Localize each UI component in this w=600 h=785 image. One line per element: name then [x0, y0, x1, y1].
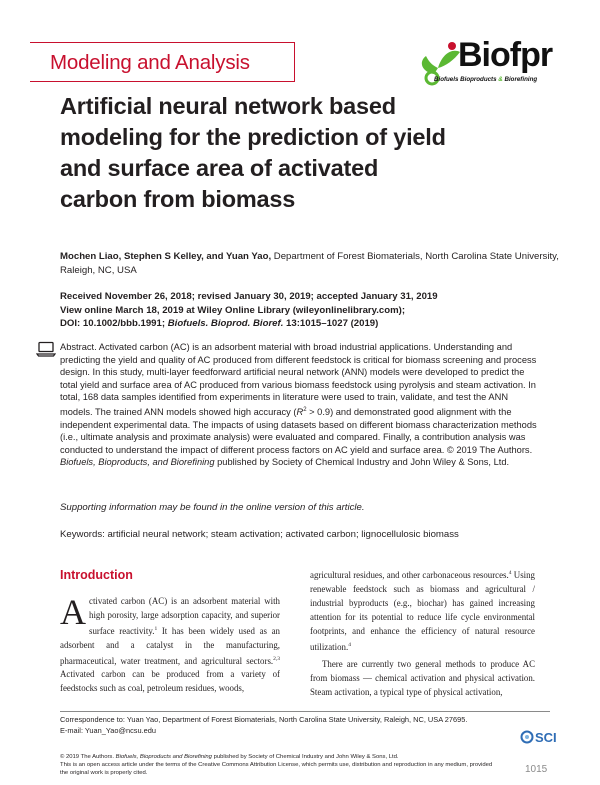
sci-logo-icon	[520, 727, 570, 747]
correspondence-block	[60, 714, 510, 736]
author-names: Mochen Liao, Stephen S Kelley, and Yuan Yao,	[60, 251, 272, 262]
intro-column-1: Activated carbon (AC) is an adsorbent material with high porosity, large adsorption capacity, and superior surface reactivity.$^1$ It has been widely used as an adsorbent and a catalyst in the manufacturing, pharmaceutical, water treatment, and agricultural sectors.$^{2,3}$ Activated carbon can be produced from a variety of feedstocks such as coal, petroleum residues, woods,	[60, 592, 280, 694]
footnote-ref[interactable]: 4	[348, 641, 351, 648]
svg-text:SCI: SCI	[535, 730, 557, 745]
publication-dates	[60, 290, 560, 331]
correspondence-line: Correspondence to: Yuan Yao, Department of Forest Biomaterials, North Carolina State University, Raleigh, NC, USA 27695.	[60, 715, 468, 724]
article-title: Artificial neural network based modeling for the prediction of yield and surface area of activated carbon from biomass	[60, 93, 446, 212]
logo-subtitle: Biofuels Bioproducts & Biorefining	[434, 76, 538, 83]
supporting-info-note: Supporting information may be found in the online version of this article.	[60, 502, 365, 513]
logo-wordmark: Biofpr	[458, 36, 553, 74]
footnote-ref[interactable]: 4	[508, 570, 512, 576]
section-label: Modeling and Analysis	[50, 51, 250, 74]
laptop-icon	[36, 341, 56, 357]
keywords: Keywords: artificial neural network; steam activation; activated carbon; lignocellulosic biomass	[60, 529, 459, 540]
online-line: View online March 18, 2019 at Wiley Online Library (wileyonlinelibrary.com);	[60, 304, 406, 316]
email-line[interactable]: E-mail: Yuan_Yao@ncsu.edu	[60, 726, 156, 735]
drop-cap: A	[60, 592, 86, 632]
author-block	[60, 250, 560, 278]
copyright-notice: © 2019 The Authors. Biofuels, Bioproducts and Biorefining published by Society of Chemical Industry and John Wiley & Sons, Ltd. This is an open access article under the terms of the Creative Commons Attribution License, which permits use, distribution and reproduction in any medium, provided the original work is properly cited.	[60, 754, 493, 776]
doi-line: DOI: 10.1002/bbb.1991; Biofuels. Bioprod. Bioref. 13:1015–1027 (2019)	[60, 318, 379, 329]
introduction-heading: Introduction	[60, 568, 133, 582]
received-line: Received November 26, 2018; revised January 30, 2019; accepted January 31, 2019	[60, 291, 438, 302]
footer-divider	[60, 711, 550, 712]
page-number: 1015	[525, 764, 548, 775]
intro-column-2: agricultural residues, and other carbonaceous resources.$^4$ Using renewable feedstock such as biomass and agricultural / industrial byproducts (e.g., biochar) has gained increasing attention for its potential to reduce life cycle environmental footprints, and enhance the efficiency of natural resource utilization.$^4$ There are currently two general methods to produce AC from biomass — chemical activation and physical activation. Steam activation, a typical type of physical activation,	[310, 569, 535, 698]
footnote-ref[interactable]: 1	[154, 625, 158, 632]
abstract-text: Abstract. Activated carbon (AC) is an adsorbent material with broad industrial applications. Understanding and predicting the yield and quality of AC produced from different feedstock is critical for biomass screening and process design. In this study, multi-layer feedforward artificial neural network (ANN) models were developed to predict the total yield and surface area of AC produced from various biomass feedstock using pyrolysis and steam activation. In total, 168 data samples identified from experiments in literature were used to train, validate, and test the ANN models. The trained ANN models showed high accuracy $(R^2 > 0.9)$ and demonstrated good alignment with the independent experimental data. The impacts of using datasets based on different biomass characterization methods (i.e., ultimate analysis and proximate analysis) were evaluated and compared. Finally, a contribution analysis was conducted to understand the impact of different process factors on AC yield and surface area. © 2019 The Authors. Biofuels, Bioproducts, and Biorefining published by Society of Chemical Industry and John Wiley & Sons, Ltd.	[60, 342, 537, 468]
footnote-ref[interactable]: 2,3	[273, 655, 280, 662]
author-affiliation: Department of Forest Biomaterials, North Carolina State University, Raleigh, NC, USA	[60, 251, 559, 276]
